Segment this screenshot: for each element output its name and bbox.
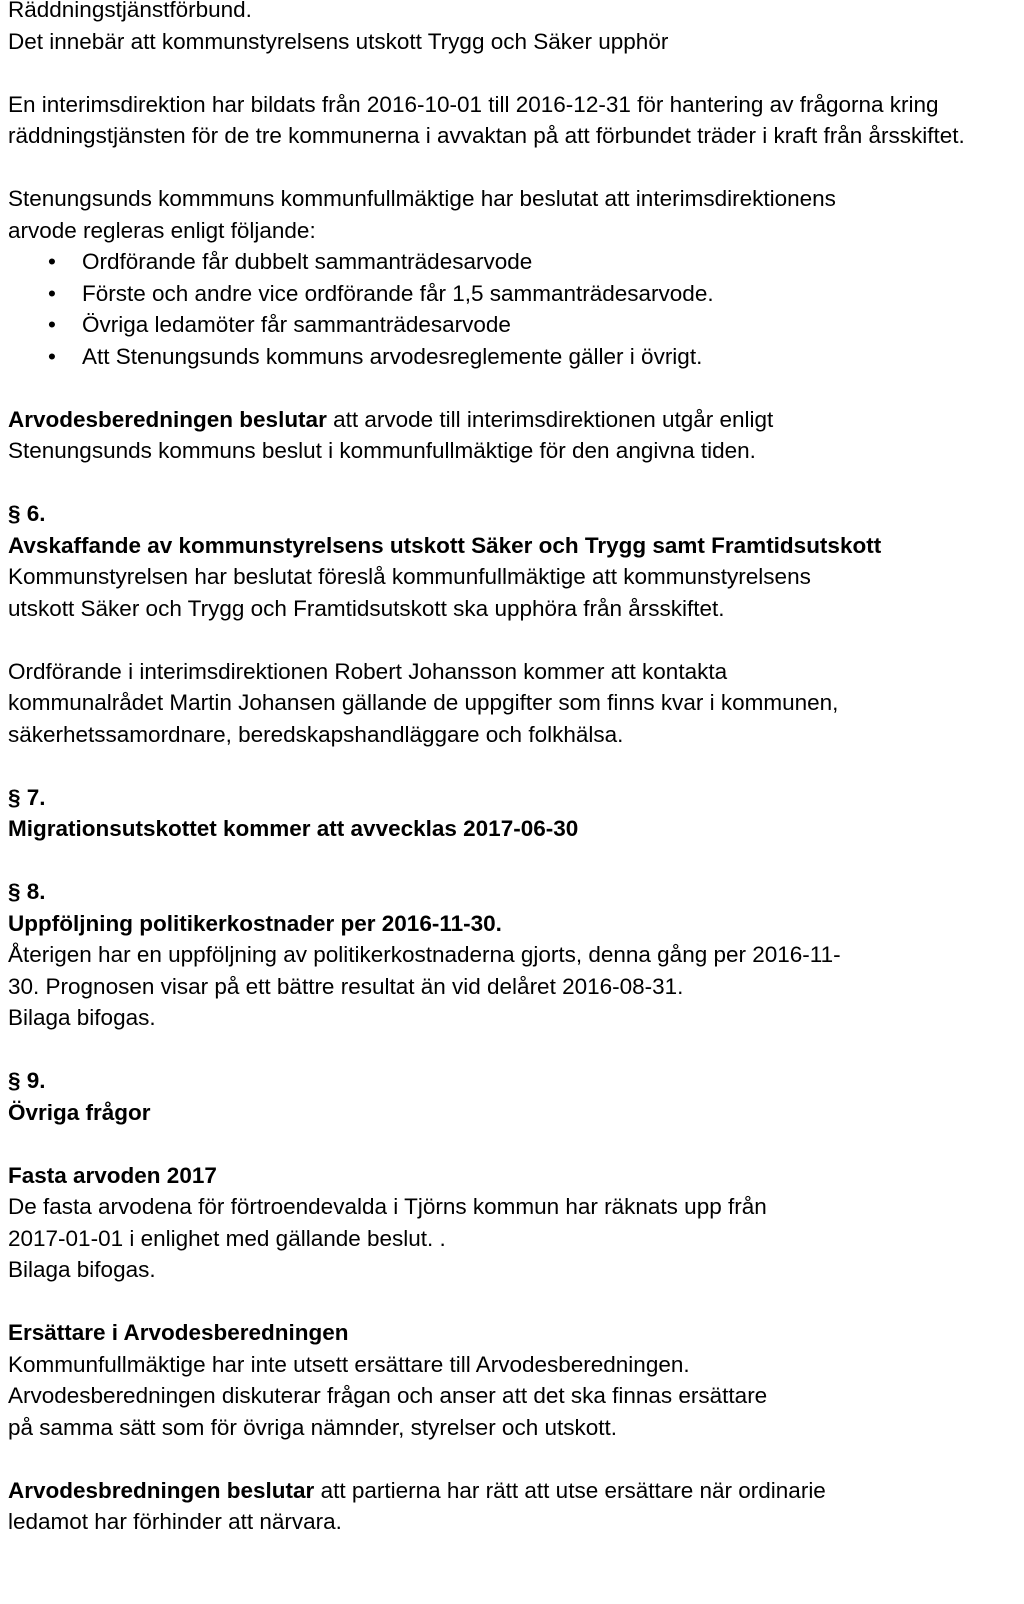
decision-label: Arvodesberedningen beslutar — [8, 406, 327, 432]
list-item-text: Att Stenungsunds kommuns arvodesreglemente gäller i övrigt. — [82, 343, 703, 369]
section-7-number: § 7. — [8, 784, 46, 810]
list-item-text: Övriga ledamöter får sammanträdesarvode — [82, 312, 511, 337]
bullet-icon: • — [48, 343, 56, 369]
spacer — [8, 1443, 1020, 1475]
intro-line-2: Det innebär att kommunstyrelsens utskott Trygg och Säker upphör — [8, 28, 669, 54]
spacer — [8, 845, 1020, 877]
spacer — [8, 57, 1020, 89]
list-item — [8, 278, 1020, 310]
section-6-number: § 6. — [8, 501, 46, 526]
arvode-decision-line-2: Stenungsunds kommuns beslut i kommunfullmäktige för den angivna tiden. — [8, 438, 756, 463]
ersattare-heading: Ersättare i Arvodesberedningen — [8, 1320, 349, 1345]
bullet-icon: • — [48, 249, 56, 274]
arvode-intro-line-2: arvode regleras enligt följande: — [8, 217, 316, 243]
fasta-arvoden-line-1: De fasta arvodena för förtroendevalda i Tjörns kommun har räknats upp från — [8, 1194, 767, 1219]
section-6-heading: Avskaffande av kommunstyrelsens utskott Säker och Trygg samt Framtidsutskott — [8, 532, 882, 558]
fasta-arvoden-line-3: Bilaga bifogas. — [8, 1257, 156, 1282]
ersattare-line-1: Kommunfullmäktige har inte utsett ersättare till Arvodesberedningen. — [8, 1351, 690, 1377]
list-item — [8, 309, 1020, 341]
decision-text: att arvode till interimsdirektionen utgår enligt — [326, 406, 774, 432]
spacer — [8, 1128, 1020, 1160]
section-8-line-1: Återigen har en uppföljning av politikerkostnaderna gjorts, denna gång per 2016-11- — [8, 942, 841, 967]
spacer — [8, 467, 1020, 499]
section-9-heading: Övriga frågor — [8, 1099, 151, 1125]
fasta-arvoden-heading: Fasta arvoden 2017 — [8, 1162, 217, 1188]
section-6-para-2-line-3: säkerhetssamordnare, beredskapshandläggare och folkhälsa. — [8, 721, 624, 747]
bullet-icon: • — [48, 280, 56, 306]
decision-label: Arvodesbredningen beslutar — [8, 1477, 315, 1503]
section-7-heading: Migrationsutskottet kommer att avvecklas 2017-06-30 — [8, 816, 579, 841]
ersattare-line-3: på samma sätt som för övriga nämnder, styrelser och utskott. — [8, 1414, 617, 1440]
section-8-line-2: 30. Prognosen visar på ett bättre resultat än vid delåret 2016-08-31. — [8, 973, 684, 999]
fasta-arvoden-line-2: 2017-01-01 i enlighet med gällande beslut. . — [8, 1225, 446, 1251]
list-item — [8, 341, 1020, 373]
section-9-number: § 9. — [8, 1068, 46, 1093]
section-6-para-1-line-1: Kommunstyrelsen har beslutat föreslå kommunfullmäktige att kommunstyrelsens — [8, 564, 811, 589]
section-6-para-1-line-2: utskott Säker och Trygg och Framtidsutskott ska upphöra från årsskiftet. — [8, 595, 725, 621]
ersattare-line-2: Arvodesberedningen diskuterar frågan och anser att det ska finnas ersättare — [8, 1383, 768, 1408]
spacer — [8, 750, 1020, 782]
spacer — [8, 624, 1020, 656]
arvode-intro-line-1: Stenungsunds kommmuns kommunfullmäktige har beslutat att interimsdirektionens — [8, 186, 836, 211]
ersattare-decision-line-2: ledamot har förhinder att närvara. — [8, 1509, 342, 1534]
section-6-para-2-line-2: kommunalrådet Martin Johansen gällande de uppgifter som finns kvar i kommunen, — [8, 690, 839, 715]
decision-text: att partierna har rätt att utse ersättare när ordinarie — [314, 1477, 826, 1503]
arvode-bullet-list — [8, 246, 1020, 372]
section-8-line-3: Bilaga bifogas. — [8, 1005, 156, 1030]
section-6-para-2-line-1: Ordförande i interimsdirektionen Robert Johansson kommer att kontakta — [8, 658, 728, 684]
spacer — [8, 152, 1020, 184]
section-8-number: § 8. — [8, 879, 46, 904]
interim-paragraph: En interimsdirektion har bildats från 2016-10-01 till 2016-12-31 för hantering av frågorna kring räddningstjänsten för de tre kommunerna i avvaktan på att förbundet träder i kraft från årsskiftet. — [8, 91, 965, 148]
list-item-text: Förste och andre vice ordförande får 1,5 sammanträdesarvode. — [82, 280, 714, 306]
ersattare-decision-line-1 — [8, 1475, 1020, 1507]
intro-line-1: Räddningstjänstförbund. — [8, 0, 252, 22]
document-page — [8, 0, 1020, 1538]
spacer — [8, 1034, 1020, 1066]
section-8-heading: Uppföljning politikerkostnader per 2016-11-30. — [8, 910, 502, 936]
bullet-icon: • — [48, 312, 56, 337]
spacer — [8, 1286, 1020, 1318]
arvode-decision-line-1 — [8, 404, 1020, 436]
list-item-text: Ordförande får dubbelt sammanträdesarvode — [82, 249, 533, 274]
list-item — [8, 246, 1020, 278]
spacer — [8, 372, 1020, 404]
